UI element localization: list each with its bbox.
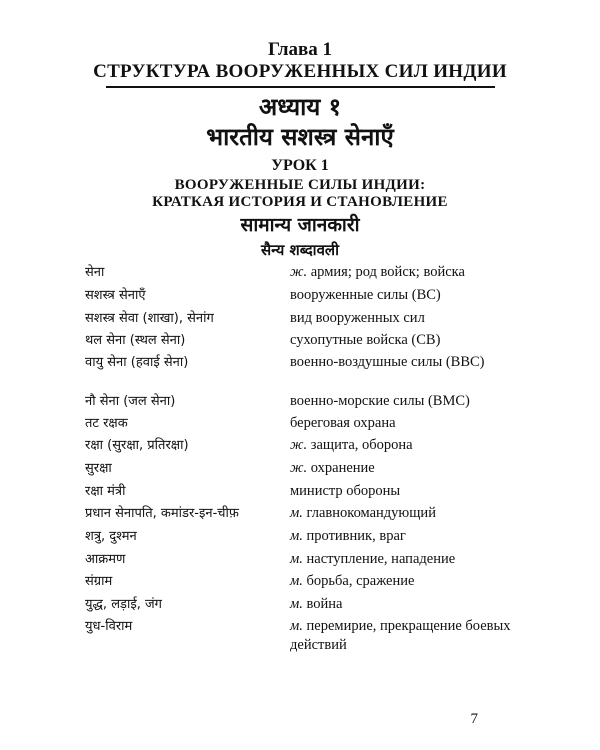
hindi-term: रक्षा (सुरक्षा, प्रतिरक्षा) (85, 438, 189, 453)
hindi-term: युध-विराम (85, 619, 133, 634)
russian-translation (290, 459, 520, 478)
translation-text: борьба, сражение (306, 573, 415, 589)
russian-translation (290, 286, 520, 305)
translation-text: перемирие, прекращение боевых действий (290, 618, 511, 653)
russian-translation (290, 504, 520, 523)
title-rule (106, 86, 495, 88)
hindi-term: शत्रु, दुश्मन (85, 529, 137, 544)
vocabulary-heading: सैन्य शब्दावली (261, 241, 339, 259)
chapter-label: Глава 1 (267, 39, 333, 60)
hindi-term: युद्ध, लड़ाई, जंग (85, 597, 162, 612)
translation-text: сухопутные войска (СВ) (290, 332, 441, 348)
russian-translation (290, 527, 520, 546)
russian-translation (290, 572, 520, 591)
grammatical-gender: м. (290, 596, 303, 612)
lesson-title-line-1: ВООРУЖЕННЫЕ СИЛЫ ИНДИИ: (174, 177, 426, 193)
hindi-term: नौ सेना (जल सेना) (85, 394, 176, 409)
translation-text: главнокомандующий (306, 505, 436, 521)
hindi-term: तट रक्षक (85, 416, 128, 431)
translation-text: охранение (310, 460, 375, 476)
grammatical-gender: ж. (290, 460, 308, 476)
russian-translation (290, 263, 520, 282)
russian-translation (290, 309, 520, 328)
grammatical-gender: м. (290, 551, 303, 567)
hindi-term: वायु सेना (हवाई सेना) (85, 355, 189, 370)
hindi-chapter-title: भारतीय सशस्त्र सेनाएँ (206, 123, 394, 151)
chapter-title: СТРУКТУРА ВООРУЖЕННЫХ СИЛ ИНДИИ (93, 61, 507, 82)
translation-text: министр обороны (290, 483, 401, 499)
russian-translation (290, 482, 520, 501)
russian-translation (290, 353, 520, 372)
grammatical-gender: ж. (290, 437, 308, 453)
lesson-label: УРОК 1 (271, 157, 329, 174)
grammatical-gender: м. (290, 505, 303, 521)
translation-text: война (306, 596, 343, 612)
grammatical-gender: м. (290, 573, 303, 589)
hindi-term: रक्षा मंत्री (85, 484, 126, 499)
hindi-term: थल सेना (स्थल सेना) (85, 333, 186, 348)
grammatical-gender: м. (290, 528, 303, 544)
hindi-term: प्रधान सेनापति, कमांडर-इन-चीफ़ (85, 506, 239, 521)
translation-text: вооруженные силы (ВС) (290, 287, 441, 303)
russian-translation (290, 392, 520, 411)
grammatical-gender: м. (290, 618, 303, 634)
hindi-term: सशस्त्र सेनाएँ (85, 288, 146, 303)
russian-translation (290, 331, 520, 350)
russian-translation (290, 595, 520, 614)
translation-text: наступление, нападение (306, 551, 456, 567)
hindi-term: सशस्त्र सेवा (शाखा), सेनांग (85, 311, 214, 326)
russian-translation (290, 436, 520, 455)
hindi-term: सेना (85, 265, 105, 280)
translation-text: военно-морские силы (ВМС) (290, 393, 470, 409)
russian-translation (290, 617, 520, 655)
hindi-term: संग्राम (85, 574, 113, 589)
hindi-section-heading: सामान्य जानकारी (240, 214, 360, 236)
translation-text: армия; род войск; войска (310, 264, 465, 280)
hindi-term: सुरक्षा (85, 461, 112, 476)
translation-text: береговая охрана (290, 415, 396, 431)
translation-text: защита, оборона (310, 437, 413, 453)
hindi-term: आक्रमण (85, 552, 126, 567)
grammatical-gender: ж. (290, 264, 308, 280)
hindi-chapter-label: अध्याय १ (258, 93, 342, 121)
translation-text: противник, враг (306, 528, 406, 544)
lesson-title-line-2: КРАТКАЯ ИСТОРИЯ И СТАНОВЛЕНИЕ (152, 194, 448, 210)
translation-text: вид вооруженных сил (290, 310, 425, 326)
translation-text: военно-воздушные силы (ВВС) (290, 354, 485, 370)
russian-translation (290, 550, 520, 569)
russian-translation (290, 414, 520, 433)
page-number: 7 (470, 711, 478, 727)
